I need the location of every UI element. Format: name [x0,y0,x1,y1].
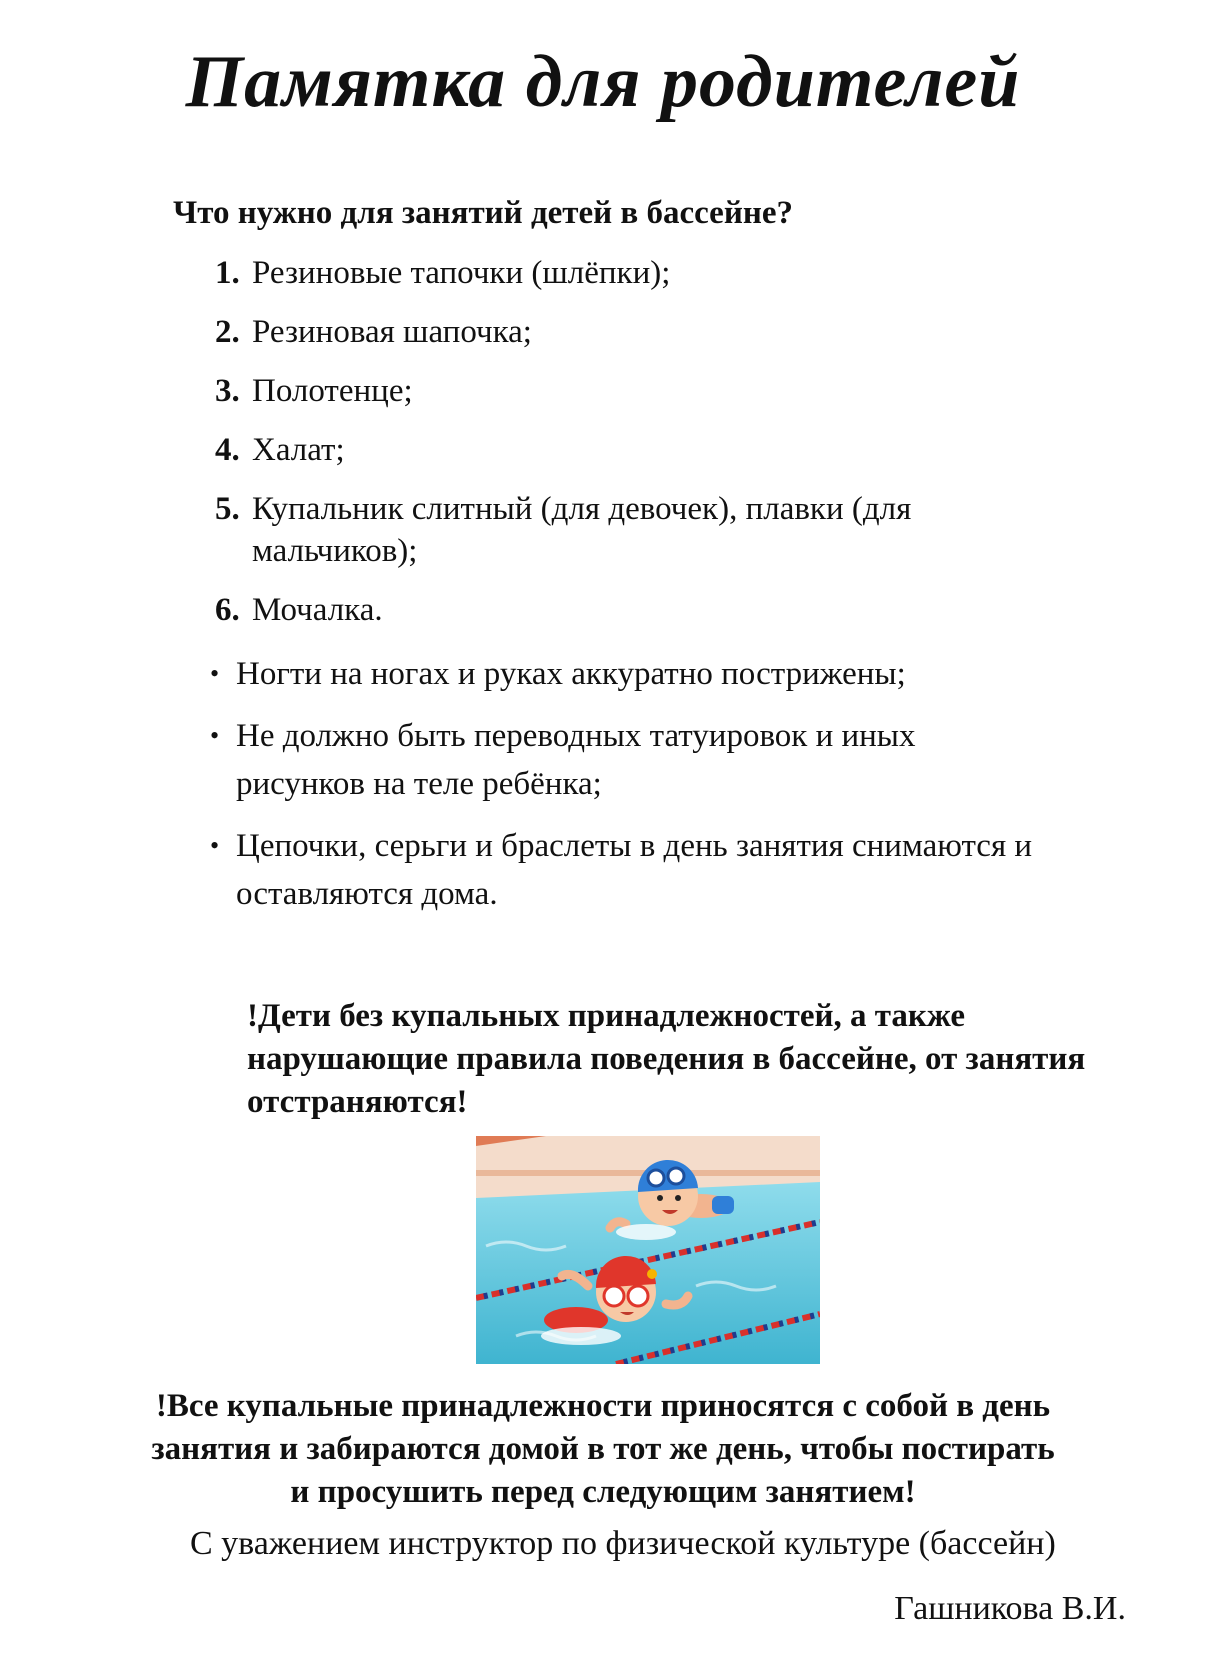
bullet-text: Не должно быть переводных татуировок и иных рисунков на теле ребёнка; [236,718,916,802]
list-item [215,429,1115,471]
list-item [215,589,1115,631]
bullet-icon: • [210,831,220,860]
list-item [215,488,1115,572]
item-number: 4. [215,432,240,468]
bullet-icon: • [210,721,220,750]
item-text: Халат; [252,432,345,468]
bullet-icon: • [210,659,220,688]
bullet-item [210,650,1140,698]
bullet-item [210,712,1140,808]
item-text: Купальник слитный (для девочек), плавки (для мальчиков); [252,491,912,569]
item-text: Резиновые тапочки (шлёпки); [252,255,671,291]
bullet-text: Ногти на ногах и руках аккуратно пострижены; [236,656,906,692]
rules-list [210,650,1140,932]
warning-take-home: !Все купальные принадлежности приносятся с собой в день занятия и забираются домой в тот же день, чтобы постирать и просушить перед следующим занятием! [151,1388,1055,1510]
item-text: Резиновая шапочка; [252,314,532,350]
item-number: 6. [215,592,240,628]
page-title: Памятка для родителей [185,41,1021,123]
bullet-text: Цепочки, серьги и браслеты в день занятия снимаются и оставляются дома. [236,828,1033,912]
swimming-children-illustration [476,1136,820,1364]
list-item [215,252,1115,294]
item-text: Мочалка. [252,592,383,628]
item-text: Полотенце; [252,373,413,409]
signature: Гашникова В.И. [894,1590,1126,1627]
item-number: 3. [215,373,240,409]
item-number: 1. [215,255,240,291]
section-question: Что нужно для занятий детей в бассейне? [173,195,793,231]
closing-regards: С уважением инструктор по физической культуре (бассейн) [190,1525,1056,1562]
warning-no-equipment: !Дети без купальных принадлежностей, а также нарушающие правила поведения в бассейне, от занятия отстраняются! [247,998,1086,1120]
equipment-list [215,252,1115,648]
list-item [215,311,1115,353]
list-item [215,370,1115,412]
item-number: 2. [215,314,240,350]
item-number: 5. [215,491,240,527]
bullet-item [210,822,1140,918]
